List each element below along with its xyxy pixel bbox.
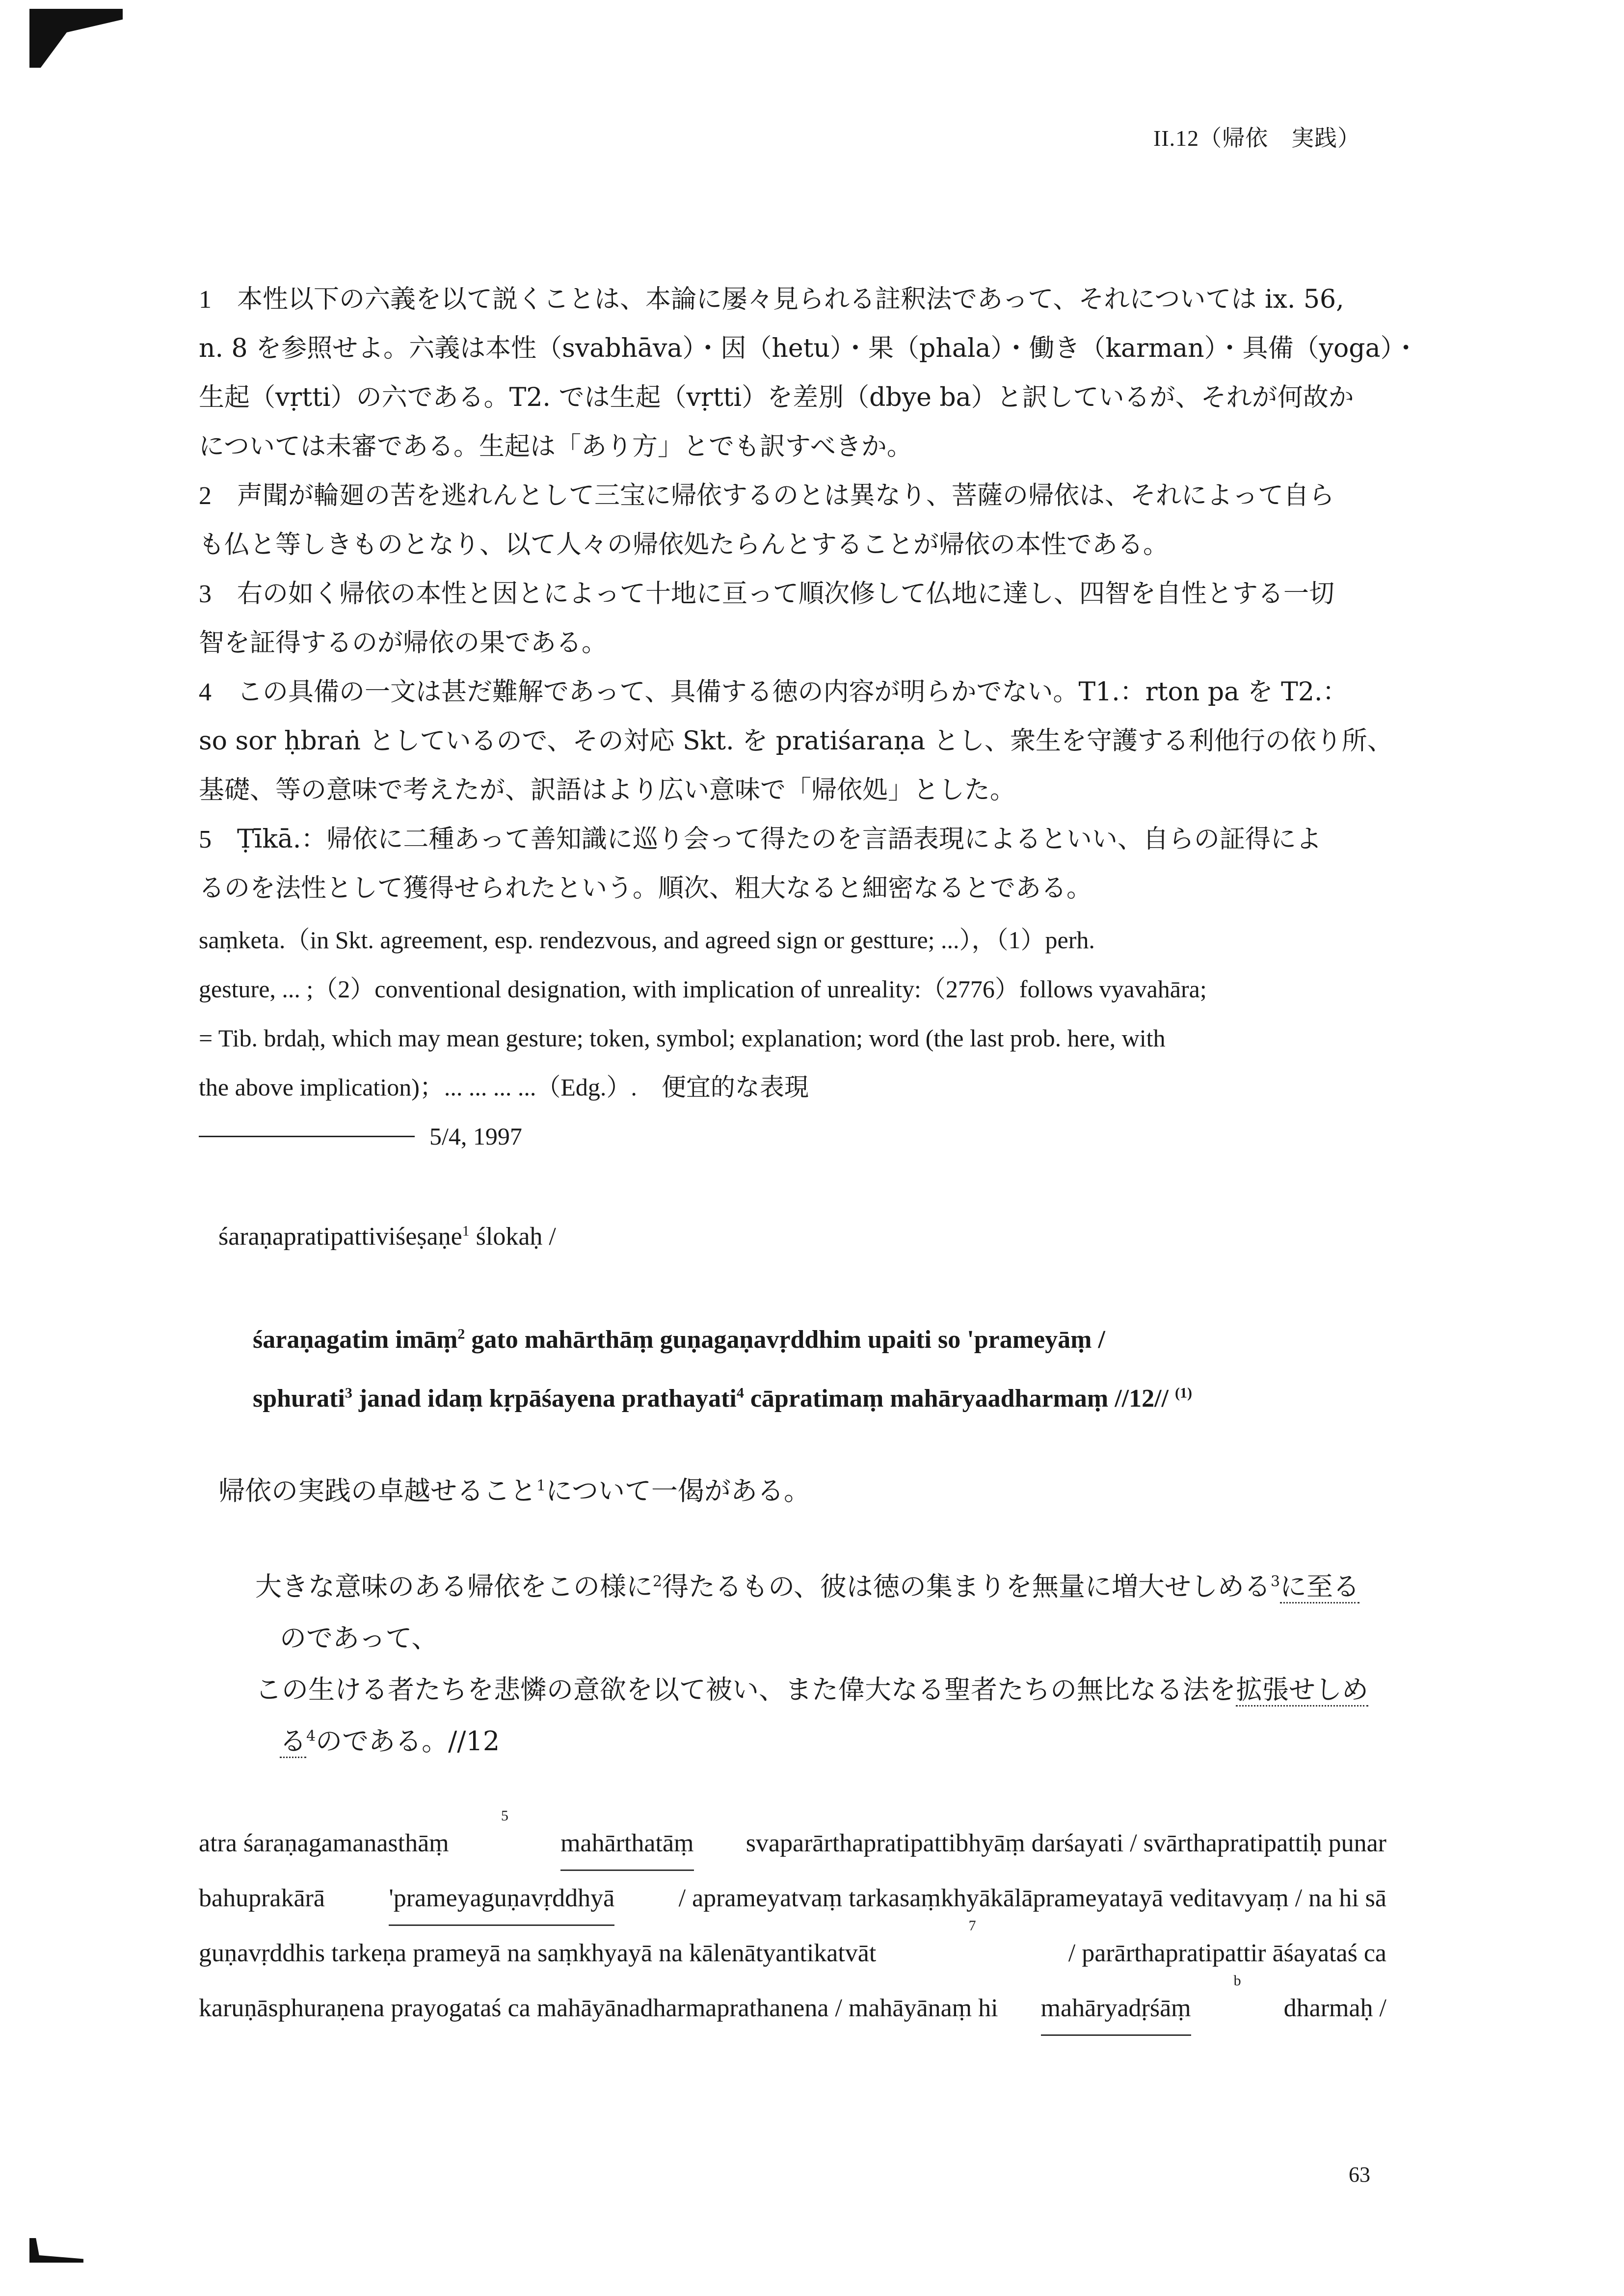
note-4-line-2: so sor ḥbraṅ としているので、その対応 Skt. を pratiśaraṇa とし、衆生を守護する利他行の依り所、 bbox=[199, 726, 1393, 756]
japanese-heading: 帰依の実践の卓越せること$^1$について一偈がある。 bbox=[218, 1475, 811, 1506]
note-3-line-2: 智を証得するのが帰依の果である。 bbox=[199, 628, 608, 658]
note-1-line-3: 生起（vṛtti）の六である。T2. では生起（vṛtti）を差別（dbye ba）と訳しているが、それが何故か bbox=[199, 383, 1354, 412]
sanskrit-verse bbox=[253, 1310, 1192, 1428]
date-line bbox=[199, 1121, 522, 1151]
verse-line-1: śaraṇagatim imāṃ$^2$ gato mahārthāṃ guṇagaṇavṛddhim upaiti so 'prameyāṃ / bbox=[253, 1326, 1105, 1354]
date: 5/4, 1997 bbox=[429, 1122, 522, 1150]
jp-verse-line-2: のであって、 bbox=[280, 1623, 438, 1654]
samketa-line-3: = Tib. brdaḥ, which may mean gesture; token, symbol; explanation; word (the last prob. here, with bbox=[199, 1024, 1166, 1052]
jp-verse-line-1: 大きな意味のある帰依をこの様に$^2$得たるもの、彼は徳の集まりを無量に増大せしめる$^3$に至る bbox=[255, 1561, 1384, 1612]
note-5-line-2: るのを法性として獲得せられたという。順次、粗大なると細密なるとである。 bbox=[199, 874, 1092, 903]
note-1-line-4: については未審である。生起は「あり方」とでも訳すべきか。 bbox=[199, 432, 912, 461]
running-header: II.12（帰依 実践） bbox=[1153, 126, 1361, 151]
note-3-line-1: 3 右の如く帰依の本性と因とによって十地に亘って順次修して仏地に達し、四智を自性とする一切 bbox=[199, 579, 1335, 609]
footnotes bbox=[199, 275, 1419, 913]
note-1-line-2: n. 8 を参照せよ。六義は本性（svabhāva）・因（hetu）・果（phala）・働き（karman）・具備（yoga）・ bbox=[199, 334, 1419, 363]
note-2-line-2: も仏と等しきものとなり、以て人々の帰依処たらんとすることが帰依の本性である。 bbox=[199, 530, 1169, 560]
verse-line-2: sphurati$^3$ janad idaṃ kṛpāśayena prathayati$^4$ cāpratimaṃ mahāryaadharmaṃ //12// $^{(1)}$ bbox=[253, 1385, 1192, 1413]
page-number: 63 bbox=[1349, 2163, 1370, 2187]
scan-corner-mark-bottom bbox=[29, 2238, 83, 2263]
commentary-line-3: guṇavṛddhis tarkeṇa prameyā na saṃkhyayā na kālenātyantikatvāt 7 / parārthapratipattir āśayataś ca bbox=[199, 1918, 1386, 1967]
note-5-line-1: 5 Ṭīkā.：帰依に二種あって善知識に巡り会って得たのを言語表現によるといい、自らの証得によ bbox=[199, 825, 1322, 854]
jp-verse-line-3: この生ける者たちを悲憐の意欲を以て被い、また偉大なる聖者たちの無比なる法を拡張せしめ bbox=[255, 1664, 1384, 1715]
samketa-line-1: saṃketa.（in Skt. agreement, esp. rendezvous, and agreed sign or gestture; ...），（1）perh. bbox=[199, 926, 1095, 954]
separator-rule bbox=[199, 1136, 415, 1137]
sanskrit-commentary bbox=[199, 1808, 1386, 2036]
commentary-line-2: bahuprakārā 'prameyaguṇavṛddhyā / aprameyatvaṃ tarkasaṃkhyākālāprameyatayā veditavyaṃ / na hi sā bbox=[199, 1871, 1386, 1926]
commentary-line-1: atra śaraṇagamanasthāṃ 5 mahārthatāṃ svaparārthapratipattibhyāṃ darśayati / svārthapratipattiḥ punar bbox=[199, 1816, 1386, 1871]
jp-verse-line-4: る$^4$のである。//12 bbox=[255, 1715, 1384, 1767]
commentary-line-4: karuṇāsphuraṇena prayogataś ca mahāyānadharmaprathanena / mahāyānaṃ hi mahāryadṛśāṃ b dharmaḥ / bbox=[199, 1981, 1386, 2036]
japanese-verse bbox=[255, 1561, 1384, 1767]
samketa-line-4: the above implication)；... ... ... ...（Edg.）. 便宜的な表現 bbox=[199, 1073, 809, 1101]
samketa-line-2: gesture, ... ;（2）conventional designation, with implication of unreality:（2776）follows vyavahāra; bbox=[199, 975, 1207, 1003]
note-1-line-1: 1 本性以下の六義を以て説くことは、本論に屡々見られる註釈法であって、それについては ix. 56, bbox=[199, 285, 1344, 314]
note-4-line-3: 基礎、等の意味で考えたが、訳語はより広い意味で「帰依処」とした。 bbox=[199, 775, 1016, 805]
samketa-japanese-gloss: 便宜的な表現 bbox=[661, 1073, 809, 1101]
scan-corner-mark-top bbox=[29, 9, 123, 68]
note-4-line-1: 4 この具備の一文は甚だ難解であって、具備する徳の内容が明らかでない。T1.：rton pa を T2.： bbox=[199, 677, 1348, 707]
samketa-gloss bbox=[199, 915, 1386, 1112]
section-title: śaraṇapratipattiviśeṣaṇe$^1$ ślokaḥ / bbox=[218, 1223, 556, 1251]
note-2-line-1: 2 声聞が輪廻の苦を逃れんとして三宝に帰依するのとは異なり、菩薩の帰依は、それによって自ら bbox=[199, 481, 1335, 510]
